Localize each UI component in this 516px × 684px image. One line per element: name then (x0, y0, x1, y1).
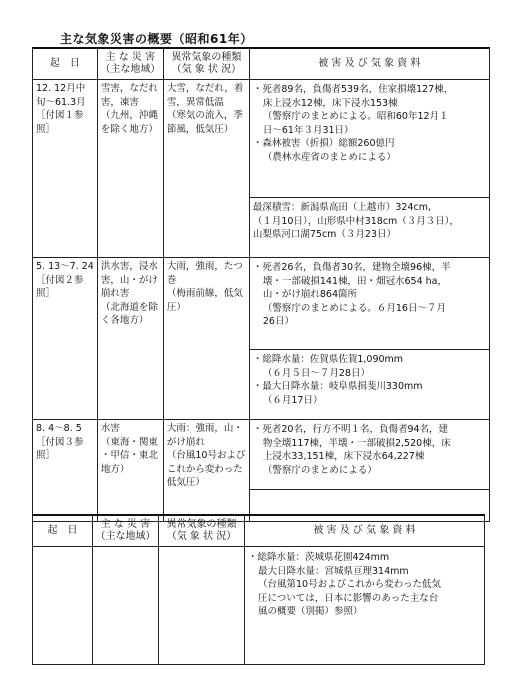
disaster-cell (93, 547, 159, 665)
table-header-row (33, 515, 485, 547)
damage-summary: ・死者89名，負傷者539名，住家損壊127棟， 床上浸水12棟，床下浸水153棟 （警察庁のまとめによる。昭和60年12月１ 日～61年３月31日） ・森林被害（折損）総額260億円 （農林水産省のまとめによる） (252, 84, 454, 163)
weather-cell (159, 547, 245, 665)
date-cell: 5. 13～7. 24 ［付図２参 照］ (33, 258, 98, 420)
date-cell: 8. 4～8. 5 ［付図３参 照］ (33, 420, 98, 522)
header-date: 起 日 (33, 515, 93, 547)
header-weather: 異常気象の種類 （気 象 状 況） (163, 48, 249, 80)
header-disaster: 主 な 災 害 （主な地域） (93, 515, 159, 547)
table-row (33, 258, 490, 420)
header-weather: 異常気象の種類 （気 象 状 況） (159, 515, 245, 547)
table-row (33, 547, 485, 665)
page-title: 主な気象災害の概要（昭和61年） (60, 32, 253, 46)
disaster-cell: 洪水害，浸水 害，山・がけ 崩れ害 （北海道を除 く各地方） (97, 258, 163, 420)
damage-summary: ・死者20名，行方不明１名，負傷者94名，建 物全壊117棟，半壊・一部破損2,520棟，床 上浸水33,151棟，床下浸水64,227棟 （警察庁のまとめによる） (252, 424, 451, 476)
damage-cell (249, 80, 489, 258)
weather-data-empty (250, 489, 489, 514)
weather-data: 最深積雪：新潟県高田（上越市）324cm, （１月10日），山形県中村318cm（３月３日）， 山梨県河口湖75cm（３月23日） (250, 197, 489, 245)
weather-cell: 大雪，なだれ，着 雪，異常低温 （寒気の流入，季 節風，低気圧） (163, 80, 249, 258)
date-cell: 12. 12月中 旬～61.3月 ［付図１参 照］ (33, 80, 98, 258)
header-date: 起 日 (33, 48, 98, 80)
header-damage: 被 害 及 び 気 象 資 料 (245, 515, 485, 547)
header-disaster: 主 な 災 害 （主な地域） (97, 48, 163, 80)
table-header-row (33, 48, 490, 80)
damage-cell (249, 420, 489, 522)
table-row (33, 420, 490, 522)
damage-cell: ・総降水量：茨城県花園424mm 最大日降水量：宮城県亘理314mm （台風第10号およびこれから変わった低気 圧については，日本に影響のあった主な台 風の概要（別掲）参照） (245, 547, 485, 665)
disaster-cell: 雪害，なだれ 害，凍害 （九州，沖縄 を除く地方） (97, 80, 163, 258)
weather-data: ・総降水量：佐賀県佐賀1,090mm （６月５日～７月28日） ・最大日降水量：岐阜県揖斐川330mm （６月17日） (250, 349, 489, 410)
damage-summary: ・死者26名，負傷者30名，建物全壊96棟，半 壊・一部破損141棟，田・畑冠水654 ha， 山・がけ崩れ864箇所 （警察庁のまとめによる。６月16日～７月 26日） (252, 262, 451, 327)
disaster-table-2 (32, 514, 485, 665)
table-row (33, 80, 490, 258)
disaster-cell: 水害 （東海・関東 ・甲信・東北 地方） (97, 420, 163, 522)
disaster-table-1 (32, 47, 490, 522)
damage-cell (249, 258, 489, 420)
header-damage: 被 害 及 び 気 象 資 料 (249, 48, 489, 80)
weather-cell: 大雨，強雨，たつ 巻 （梅雨前線，低気 圧） (163, 258, 249, 420)
date-cell (33, 547, 93, 665)
weather-cell: 大雨：強雨，山・ がけ崩れ （台風10号および これから変わった 低気圧） (163, 420, 249, 522)
